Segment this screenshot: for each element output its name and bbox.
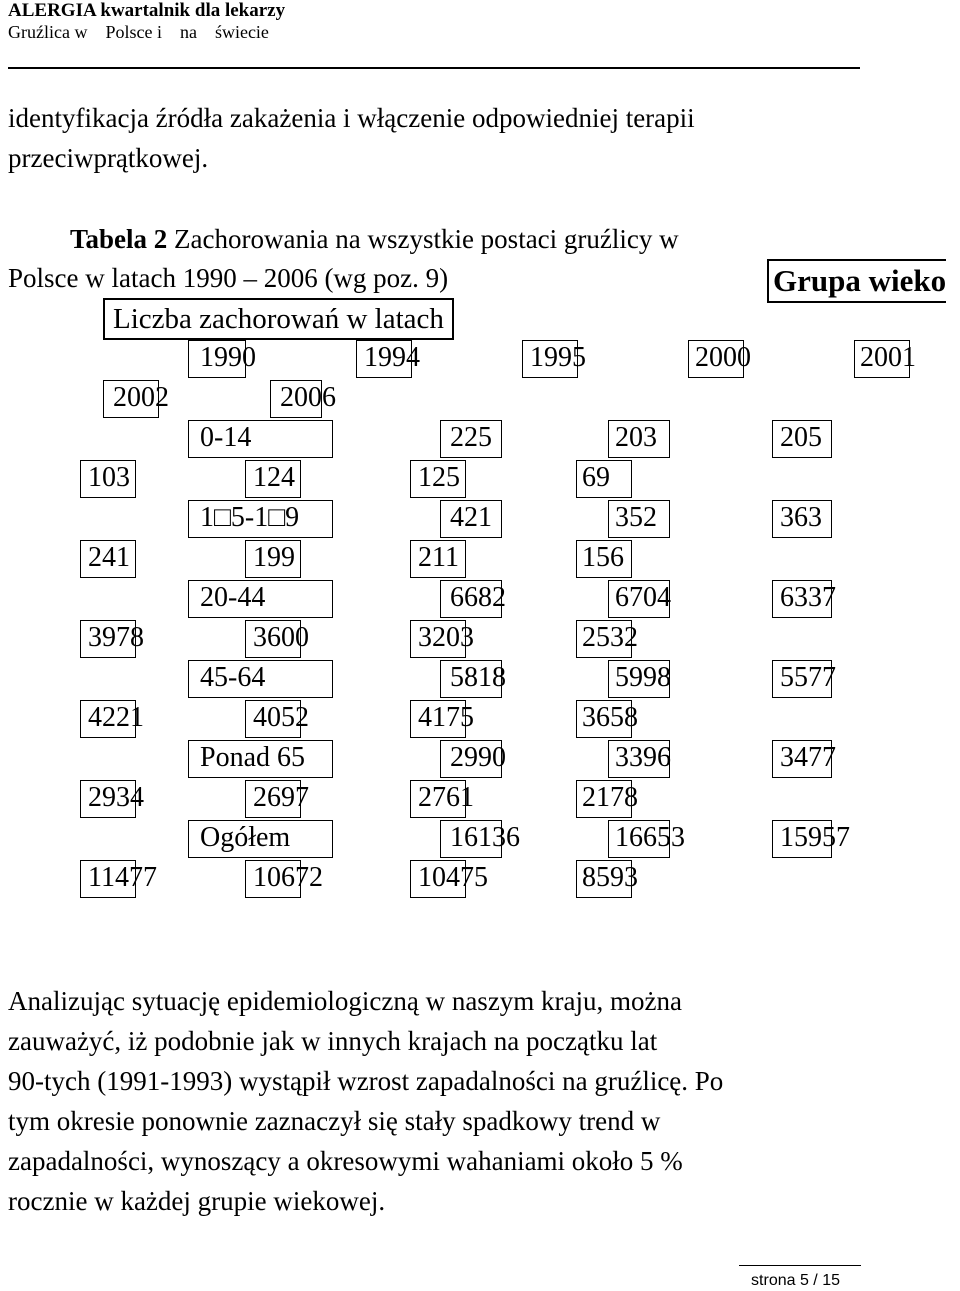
cell-border — [772, 580, 832, 618]
age-group-label: 20-44 — [200, 582, 266, 613]
cases-value: 4175 — [418, 702, 474, 733]
table-caption-text: Zachorowania na wszystkie postaci gruźlicy w — [167, 224, 679, 254]
cell-border — [440, 740, 502, 778]
cell-border — [522, 340, 578, 378]
cell-border — [576, 540, 632, 578]
cases-value: 205 — [780, 422, 822, 453]
cell-border — [245, 460, 301, 498]
cases-value: 15957 — [780, 822, 850, 853]
cases-value: 5577 — [780, 662, 836, 693]
article-title: Gruźlica w Polsce i na świecie — [8, 22, 269, 42]
cases-value: 69 — [582, 462, 610, 493]
footer-divider — [739, 1265, 861, 1266]
cell-border — [245, 620, 301, 658]
cell-border — [80, 620, 136, 658]
paragraph-top-line-1: identyfikacja źródła zakażenia i włączenie odpowiedniej terapii — [8, 103, 695, 133]
cases-value: 16136 — [450, 822, 520, 853]
cases-value: 352 — [615, 502, 657, 533]
year-1994: 1994 — [364, 342, 420, 373]
cell-border — [576, 460, 632, 498]
cell-border — [188, 740, 333, 778]
cell-border — [440, 660, 502, 698]
cell-border — [440, 500, 502, 538]
cell-border — [188, 340, 246, 378]
cell-border — [576, 780, 632, 818]
cell-border — [854, 340, 910, 378]
cell-border — [188, 500, 333, 538]
age-group-label: 1□5-1□9 — [200, 502, 300, 533]
cases-value: 203 — [615, 422, 657, 453]
cell-border — [188, 660, 333, 698]
paragraph-bottom-line-1: Analizując sytuację epidemiologiczną w naszym kraju, można — [8, 986, 682, 1016]
age-group-label: 0-14 — [200, 422, 252, 453]
cell-border — [245, 540, 301, 578]
cell-border — [772, 420, 832, 458]
table-caption-line-1 — [70, 221, 679, 257]
table-caption-label: Tabela 2 — [70, 224, 168, 254]
cell-border — [103, 380, 159, 418]
cases-value: 2761 — [418, 782, 474, 813]
cases-value: 5818 — [450, 662, 506, 693]
cell-border — [410, 700, 466, 738]
cell-border — [440, 820, 502, 858]
cell-border — [188, 820, 333, 858]
page-number: strona 5 / 15 — [751, 1272, 840, 1289]
cases-value: 225 — [450, 422, 492, 453]
cases-value: 3203 — [418, 622, 474, 653]
cases-value: 3658 — [582, 702, 638, 733]
cell-border — [410, 620, 466, 658]
cell-border — [188, 580, 333, 618]
year-2001: 2001 — [860, 342, 916, 373]
year-2002: 2002 — [113, 382, 169, 413]
paragraph-top-line-2: przeciwprątkowej. — [8, 143, 209, 173]
year-1990: 1990 — [200, 342, 256, 373]
cases-value: 16653 — [615, 822, 685, 853]
paragraph-bottom-line-5: zapadalności, wynoszący a okresowymi wahaniami około 5 % — [8, 1146, 683, 1176]
cell-border — [440, 580, 502, 618]
age-group-header: Grupa wieko — [767, 259, 946, 303]
year-2000: 2000 — [695, 342, 751, 373]
cell-border — [80, 780, 136, 818]
cell-border — [245, 700, 301, 738]
year-2006: 2006 — [280, 382, 336, 413]
cell-border — [576, 700, 632, 738]
cell-border — [772, 500, 832, 538]
cell-border — [245, 780, 301, 818]
year-1995: 1995 — [530, 342, 586, 373]
cell-border — [772, 820, 832, 858]
paragraph-bottom-line-6: rocznie w każdej grupie wiekowej. — [8, 1186, 386, 1216]
cases-value: 2990 — [450, 742, 506, 773]
cases-value: 363 — [780, 502, 822, 533]
cases-value: 4052 — [253, 702, 309, 733]
cases-value: 156 — [582, 542, 624, 573]
cases-value: 2934 — [88, 782, 144, 813]
cell-border — [245, 860, 301, 898]
cell-border — [356, 340, 412, 378]
cases-value: 3396 — [615, 742, 671, 773]
cell-border — [440, 420, 502, 458]
cell-border — [80, 860, 136, 898]
age-group-label: Ogółem — [200, 822, 291, 853]
cases-value: 11477 — [88, 862, 157, 893]
cell-border — [410, 780, 466, 818]
cases-value: 3978 — [88, 622, 144, 653]
cases-value: 10475 — [418, 862, 488, 893]
cases-value: 5998 — [615, 662, 671, 693]
cell-border — [608, 820, 670, 858]
cases-value: 8593 — [582, 862, 638, 893]
cases-header: Liczba zachorowań w latach — [103, 298, 454, 340]
cases-value: 421 — [450, 502, 492, 533]
journal-title: ALERGIA kwartalnik dla lekarzy — [8, 0, 286, 21]
cell-border — [270, 380, 322, 418]
cases-value: 2178 — [582, 782, 638, 813]
cases-value: 103 — [88, 462, 130, 493]
cases-value: 211 — [418, 542, 459, 573]
cell-border — [410, 860, 466, 898]
cases-value: 6337 — [780, 582, 836, 613]
cell-border — [608, 500, 670, 538]
table-caption-line-2: Polsce w latach 1990 – 2006 (wg poz. 9) — [8, 263, 449, 293]
cases-value: 3600 — [253, 622, 309, 653]
cases-value: 4221 — [88, 702, 144, 733]
cell-border — [410, 460, 466, 498]
cell-border — [80, 460, 136, 498]
cell-border — [608, 580, 670, 618]
cell-border — [576, 620, 632, 658]
cell-border — [688, 340, 744, 378]
age-group-label: 45-64 — [200, 662, 266, 693]
cell-border — [608, 740, 670, 778]
cases-value: 3477 — [780, 742, 836, 773]
cases-value: 124 — [253, 462, 295, 493]
cases-value: 6682 — [450, 582, 506, 613]
cell-border — [772, 660, 832, 698]
cases-value: 6704 — [615, 582, 671, 613]
cases-value: 125 — [418, 462, 460, 493]
cell-border — [576, 860, 632, 898]
cell-border — [772, 740, 832, 778]
cases-value: 2697 — [253, 782, 309, 813]
cell-border — [80, 700, 136, 738]
cell-border — [80, 540, 136, 578]
cell-border — [188, 420, 333, 458]
cell-border — [608, 660, 670, 698]
cases-value: 241 — [88, 542, 130, 573]
cases-value: 10672 — [253, 862, 323, 893]
paragraph-bottom-line-3: 90-tych (1991-1993) wystąpił wzrost zapadalności na gruźlicę. Po — [8, 1066, 724, 1096]
cases-value: 199 — [253, 542, 295, 573]
cell-border — [608, 420, 670, 458]
age-group-label: Ponad 65 — [200, 742, 305, 773]
paragraph-bottom-line-4: tym okresie ponownie zaznaczył się stały spadkowy trend w — [8, 1106, 661, 1136]
paragraph-bottom-line-2: zauważyć, iż podobnie jak w innych krajach na początku lat — [8, 1026, 658, 1056]
header-divider — [8, 67, 860, 69]
cell-border — [410, 540, 466, 578]
cases-value: 2532 — [582, 622, 638, 653]
